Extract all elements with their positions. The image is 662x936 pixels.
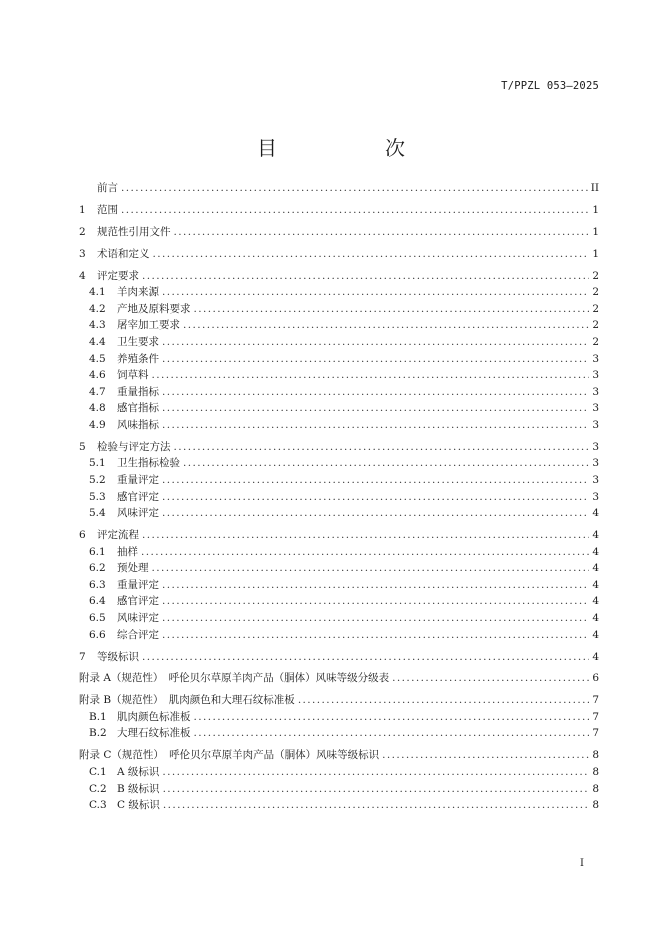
toc-entry[interactable] [79,764,599,781]
toc-entry-page: 1 [592,247,599,260]
dot-leader [142,527,589,544]
toc-entry-label: 前言 [97,182,118,194]
toc-entry-page: 8 [592,765,599,778]
toc-entry-label: 抽样 [117,545,138,558]
toc-entry[interactable] [79,317,599,334]
toc-entry-number: 4.4 [89,335,106,348]
toc-entry[interactable] [79,747,599,764]
toc-entry-page: 3 [592,369,599,382]
toc-entry-label: 屠宰加工要求 [117,319,180,332]
toc-entry-page: 2 [592,302,599,315]
toc-entry-label: 感官评定 [117,490,159,503]
toc-entry-page: 2 [592,319,599,332]
page-title: 目 次 [257,136,449,160]
toc-entry[interactable] [79,489,599,506]
toc-entry-number: 3 [79,247,86,260]
toc-entry-number: B.1 [89,710,107,723]
toc-entry-label: 重量评定 [117,473,159,486]
toc-entry-number: 5 [79,440,86,453]
toc-entry-page: 8 [592,749,599,762]
toc-entry-page: 1 [592,203,599,216]
toc-entry-label: A 级标识 [117,765,160,778]
dot-leader [142,649,589,666]
dot-leader [163,797,589,814]
toc-entry[interactable] [79,246,599,263]
toc-entry-page: 4 [592,529,599,542]
dot-leader [162,284,589,301]
toc-entry-label: C 级标识 [117,799,160,812]
dot-leader [392,670,589,687]
dot-leader [162,627,589,644]
toc-entry-page: 3 [592,473,599,486]
toc-entry[interactable] [79,544,599,561]
toc-entry-page: 4 [592,507,599,520]
toc-entry-page: 4 [592,628,599,641]
toc-entry[interactable] [79,384,599,401]
toc-entry-number: 4.7 [89,385,106,398]
toc-entry-label: 重量指标 [117,385,159,398]
toc-entry-page: 3 [592,352,599,365]
toc-entry-label: 感官评定 [117,595,159,608]
toc-entry-page: 7 [592,694,599,707]
dot-leader [183,455,589,472]
toc-entry-label: 羊肉来源 [117,286,159,299]
dot-leader [174,439,590,456]
toc-entry[interactable] [79,455,599,472]
toc-entry[interactable] [79,610,599,627]
toc-entry-label: 等级标识 [97,650,139,663]
toc-entry[interactable] [79,670,599,687]
dot-leader [162,593,589,610]
toc-entry[interactable] [79,649,599,666]
toc-entry-page: 2 [592,335,599,348]
dot-leader [162,610,589,627]
toc-entry[interactable] [79,351,599,368]
toc-entry[interactable] [79,627,599,644]
toc-entry[interactable] [79,202,599,219]
toc-entry-number: 4 [79,269,86,282]
toc-entry-page: 8 [592,782,599,795]
toc-entry[interactable] [79,797,599,814]
toc-entry-label: 产地及原料要求 [117,302,191,315]
toc-entry-label: 附录 C（规范性） 呼伦贝尔草原羊肉产品（胴体）风味等级标识 [79,749,380,762]
toc-entry-page: 4 [592,650,599,663]
toc-entry-number: C.3 [89,799,107,812]
toc-entry-page: 3 [592,418,599,431]
toc-entry-number: 7 [79,650,86,663]
toc-entry-label: 卫生要求 [117,335,159,348]
toc-entry-number: 6.3 [89,578,106,591]
toc-entry-page: 4 [592,595,599,608]
toc-entry-page: 1 [592,225,599,238]
dot-leader [162,384,589,401]
toc-entry-page: 7 [592,727,599,740]
toc-entry-number: 6 [79,529,86,542]
toc-entry-label: 大理石纹标准板 [117,727,191,740]
toc-entry-page: 4 [592,545,599,558]
toc-entry[interactable] [79,439,599,456]
toc-entry-label: 综合评定 [117,628,159,641]
toc-entry-number: 6.2 [89,562,106,575]
toc-entry-label: 风味指标 [117,418,159,431]
toc-entry[interactable] [79,268,599,285]
toc-entry[interactable] [79,781,599,798]
toc-entry-number: 4.6 [89,369,106,382]
toc-entry-number: 4.9 [89,418,106,431]
toc-entry[interactable] [79,593,599,610]
toc-entry-page: 6 [592,672,599,685]
toc-entry-label: 检验与评定方法 [97,440,171,453]
toc-entry-number: 5.3 [89,490,106,503]
dot-leader [162,505,589,522]
toc-entry[interactable] [79,284,599,301]
dot-leader [152,367,590,384]
toc-entry-number: 6.4 [89,595,106,608]
toc-entry-label: B 级标识 [117,782,160,795]
dot-leader [298,692,590,709]
page-number: I [580,858,584,869]
toc-entry-label: 风味评定 [117,507,159,520]
toc-entry[interactable] [79,301,599,318]
document-code: T/PPZL 053—2025 [501,80,599,92]
toc-entry[interactable] [79,560,599,577]
toc-entry[interactable] [79,577,599,594]
toc-entry-label: 评定流程 [97,529,139,542]
table-of-contents [79,180,599,814]
toc-entry[interactable] [79,400,599,417]
toc-entry-label: 卫生指标检验 [117,457,180,470]
dot-leader [141,544,589,561]
toc-entry-number: 5.4 [89,507,106,520]
toc-entry-label: 评定要求 [97,269,139,282]
dot-leader [153,246,590,263]
dot-leader [194,709,590,726]
dot-leader [142,268,589,285]
toc-entry-label: 风味评定 [117,612,159,625]
dot-leader [162,400,589,417]
toc-entry[interactable] [79,334,599,351]
toc-entry-page: 3 [592,402,599,415]
toc-entry-number: 5.2 [89,473,106,486]
dot-leader [163,781,590,798]
toc-entry-number: 4.2 [89,302,106,315]
toc-entry-label: 附录 A（规范性） 呼伦贝尔草原羊肉产品（胴体）风味等级分级表 [79,672,390,685]
toc-entry-number: 1 [79,203,86,216]
dot-leader [121,180,588,197]
dot-leader [194,301,590,318]
dot-leader [162,489,589,506]
toc-entry-label: 范围 [97,203,118,216]
toc-entry-label: 饲草料 [117,369,149,382]
toc-entry-label: 养殖条件 [117,352,159,365]
dot-leader [162,577,589,594]
toc-entry-label: 规范性引用文件 [97,225,171,238]
dot-leader [162,351,589,368]
toc-entry-page: 2 [592,269,599,282]
dot-leader [183,317,589,334]
dot-leader [174,224,590,241]
toc-entry-page: II [590,182,599,194]
toc-entry-page: 3 [592,490,599,503]
toc-entry-page: 2 [592,286,599,299]
toc-entry-page: 3 [592,385,599,398]
toc-entry-number: 4.3 [89,319,106,332]
dot-leader [162,764,589,781]
toc-entry-number: 6.6 [89,628,106,641]
toc-entry-label: 术语和定义 [97,247,150,260]
dot-leader [162,417,589,434]
dot-leader [152,560,590,577]
toc-entry-page: 3 [592,457,599,470]
toc-entry[interactable] [79,709,599,726]
dot-leader [194,725,590,742]
toc-entry[interactable] [79,527,599,544]
toc-entry-number: 5.1 [89,457,106,470]
toc-entry-number: 6.5 [89,612,106,625]
dot-leader [121,202,589,219]
toc-entry[interactable] [79,505,599,522]
toc-entry-label: 肌肉颜色标准板 [117,710,191,723]
toc-entry[interactable] [79,472,599,489]
toc-entry[interactable] [79,367,599,384]
toc-entry-page: 4 [592,562,599,575]
toc-entry-label: 预处理 [117,562,149,575]
toc-entry-label: 重量评定 [117,578,159,591]
toc-entry-number: 4.8 [89,402,106,415]
toc-entry-number: 2 [79,225,86,238]
toc-entry[interactable] [79,180,599,197]
toc-entry-page: 4 [592,612,599,625]
toc-entry-number: C.2 [89,782,107,795]
toc-entry-number: 4.5 [89,352,106,365]
dot-leader [382,747,589,764]
toc-entry-page: 3 [592,440,599,453]
toc-entry[interactable] [79,725,599,742]
toc-entry-page: 7 [592,710,599,723]
toc-entry-number: B.2 [89,727,107,740]
dot-leader [162,472,589,489]
toc-entry-page: 4 [592,578,599,591]
toc-entry[interactable] [79,692,599,709]
dot-leader [162,334,589,351]
toc-entry[interactable] [79,224,599,241]
toc-entry-number: C.1 [89,765,107,778]
toc-entry[interactable] [79,417,599,434]
toc-entry-number: 6.1 [89,545,106,558]
toc-entry-page: 8 [592,799,599,812]
toc-entry-label: 感官指标 [117,402,159,415]
toc-entry-number: 4.1 [89,286,106,299]
toc-entry-label: 附录 B（规范性） 肌肉颜色和大理石纹标准板 [79,694,295,707]
